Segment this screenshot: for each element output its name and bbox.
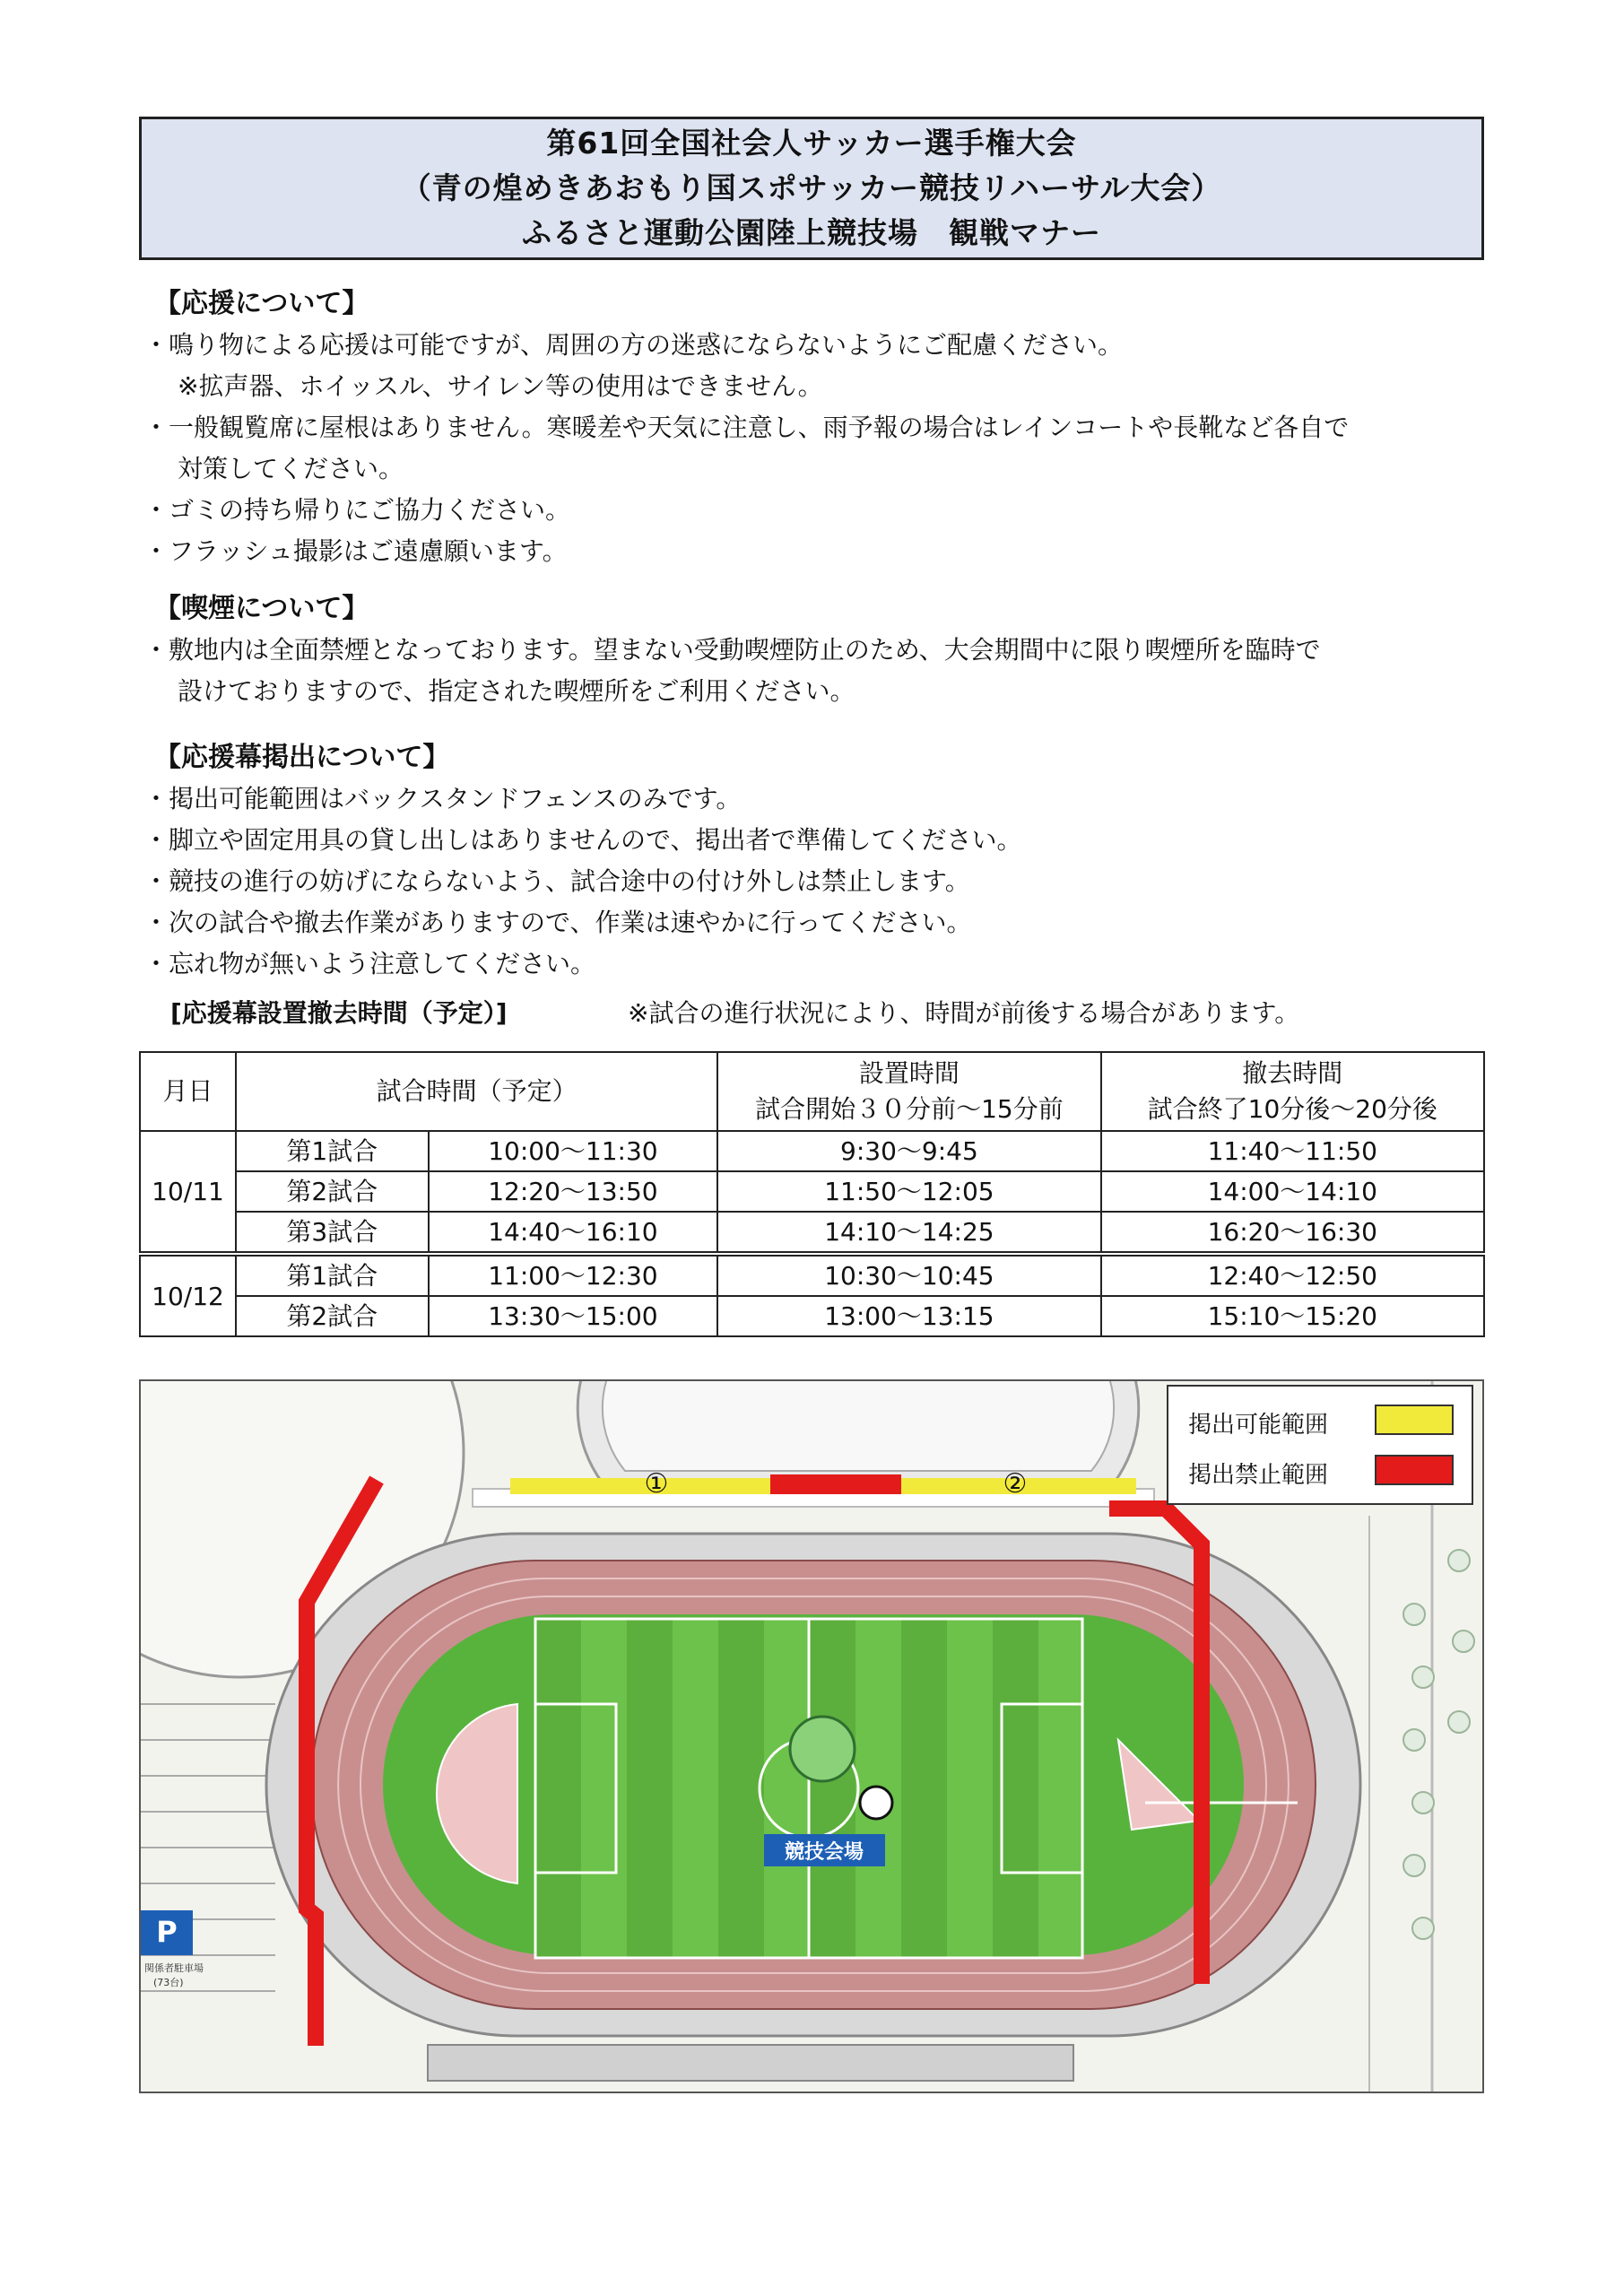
title-line-3: ふるさと運動公園陸上競技場 観戦マナー [522, 215, 1101, 250]
setup-cell: 11:50〜12:05 [717, 1171, 1100, 1212]
date-cell: 10/12 [140, 1254, 236, 1336]
header-match-time: 試合時間（予定） [236, 1052, 717, 1131]
time-cell: 14:40〜16:10 [429, 1212, 718, 1254]
legend-allowed-swatch [1375, 1405, 1454, 1435]
banner-heading: 【応援幕掲出について】 [154, 742, 450, 773]
removal-cell: 15:10〜15:20 [1101, 1296, 1484, 1336]
support-line-1: ・鳴り物による応援は可能ですが、周囲の方の迷惑にならないようにご配慮ください。 [143, 330, 1124, 360]
removal-cell: 12:40〜12:50 [1101, 1254, 1484, 1296]
venue-label: 競技会場 [784, 1841, 864, 1864]
match-cell: 第2試合 [236, 1171, 429, 1212]
time-cell: 12:20〜13:50 [429, 1171, 718, 1212]
support-section [143, 283, 1507, 572]
schedule-heading: [応援幕設置撤去時間（予定）] [170, 998, 508, 1028]
parking-count: (73台) [153, 1977, 184, 1988]
title-line-1: 第61回全国社会人サッカー選手権大会 [546, 126, 1077, 161]
zone-1-label: ① [644, 1468, 669, 1500]
legend-prohibited-swatch [1375, 1455, 1454, 1485]
header-removal-sub: 試合終了10分後〜20分後 [1147, 1094, 1437, 1124]
support-line-3: ・一般観覧席に屋根はありません。寒暖差や天気に注意し、雨予報の場合はレインコートや長靴など各自で [143, 413, 1350, 442]
stadium-map [139, 1379, 1484, 2093]
time-cell: 11:00〜12:30 [429, 1254, 718, 1296]
schedule-table [139, 1051, 1485, 1337]
header-setup [717, 1052, 1100, 1131]
header-date: 月日 [140, 1052, 236, 1131]
header-removal [1101, 1052, 1484, 1131]
smoking-line-2: 設けておりますので、指定された喫煙所をご利用ください。 [178, 676, 855, 706]
header-setup-sub: 試合開始３０分前〜15分前 [755, 1094, 1064, 1124]
table-row [140, 1131, 1484, 1171]
setup-cell: 10:30〜10:45 [717, 1254, 1100, 1296]
setup-cell: 9:30〜9:45 [717, 1131, 1100, 1171]
map-legend [1167, 1385, 1473, 1505]
support-line-2: ※拡声器、ホイッスル、サイレン等の使用はできません。 [178, 371, 823, 401]
setup-cell: 14:10〜14:25 [717, 1212, 1100, 1254]
table-row [140, 1212, 1484, 1254]
header-setup-title: 設置時間 [858, 1058, 960, 1088]
support-line-6: ・フラッシュ撮影はご遠慮願います。 [143, 536, 568, 566]
header-removal-title: 撤去時間 [1242, 1058, 1343, 1088]
table-row [140, 1296, 1484, 1336]
table-header-row [140, 1052, 1484, 1131]
match-cell: 第3試合 [236, 1212, 429, 1254]
banner-line-2: ・脚立や固定用具の貸し出しはありませんので、掲出者で準備してください。 [143, 825, 1022, 855]
banner-line-5: ・忘れ物が無いよう注意してください。 [143, 949, 596, 978]
title-box [139, 117, 1484, 260]
date-cell: 10/11 [140, 1131, 236, 1254]
smoking-heading: 【喫煙について】 [154, 593, 369, 624]
time-cell: 13:30〜15:00 [429, 1296, 718, 1336]
legend-allowed-label: 掲出可能範囲 [1188, 1412, 1329, 1439]
svg-text:P: P [156, 1915, 178, 1949]
time-cell: 10:00〜11:30 [429, 1131, 718, 1171]
zone-2-label: ② [1003, 1468, 1028, 1500]
parking-label: 関係者駐車場 [144, 1962, 204, 1974]
support-line-5: ・ゴミの持ち帰りにご協力ください。 [143, 495, 571, 525]
schedule-note: ※試合の進行状況により、時間が前後する場合があります。 [628, 998, 1300, 1028]
removal-cell: 14:00〜14:10 [1101, 1171, 1484, 1212]
title-line-2: （青の煌めきあおもり国スポサッカー競技リハーサル大会） [401, 170, 1222, 205]
removal-cell: 16:20〜16:30 [1101, 1212, 1484, 1254]
banner-line-3: ・競技の進行の妨げにならないよう、試合途中の付け外しは禁止します。 [143, 866, 970, 896]
match-cell: 第1試合 [236, 1254, 429, 1296]
removal-cell: 11:40〜11:50 [1101, 1131, 1484, 1171]
smoking-line-1: ・敷地内は全面禁煙となっております。望まない受動喫煙防止のため、大会期間中に限り喫煙所を臨時で [143, 635, 1321, 665]
banner-line-4: ・次の試合や撤去作業がありますので、作業は速やかに行ってください。 [143, 908, 972, 937]
banner-section [143, 737, 1507, 985]
table-row [140, 1171, 1484, 1212]
legend-prohibited-label: 掲出禁止範囲 [1188, 1462, 1329, 1489]
smoking-section [143, 588, 1507, 712]
match-cell: 第1試合 [236, 1131, 429, 1171]
setup-cell: 13:00〜13:15 [717, 1296, 1100, 1336]
banner-line-1: ・掲出可能範囲はバックスタンドフェンスのみです。 [143, 784, 742, 813]
support-line-4: 対策してください。 [178, 454, 404, 483]
support-heading: 【応援について】 [154, 288, 369, 319]
table-row [140, 1254, 1484, 1296]
match-cell: 第2試合 [236, 1296, 429, 1336]
